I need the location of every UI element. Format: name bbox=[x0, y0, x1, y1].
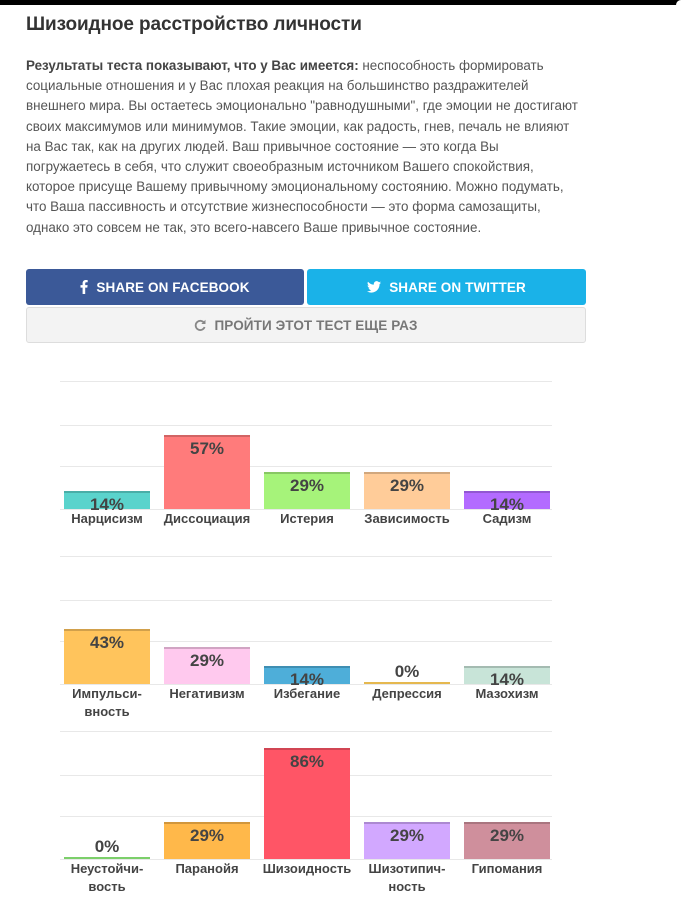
result-description bbox=[26, 56, 586, 238]
chart-gridline bbox=[60, 425, 552, 426]
chart-category-label: Зависимость bbox=[364, 511, 450, 526]
result-lead: Результаты теста показывают, что у Вас имеется: bbox=[26, 58, 359, 73]
chart-gridline bbox=[60, 556, 552, 557]
chart-category-label: Садизм bbox=[482, 511, 532, 526]
chart-value-label: 29% bbox=[189, 651, 225, 670]
page-title: Шизоидное расстройство личности bbox=[26, 14, 362, 35]
chart-value-label: 0% bbox=[94, 837, 120, 856]
chart-gridline bbox=[60, 466, 552, 467]
chart-category-label: Гипомания bbox=[471, 861, 543, 876]
chart-value-label: 57% bbox=[189, 439, 225, 458]
chart-gridline bbox=[60, 381, 552, 382]
chart-value-label: 14% bbox=[89, 495, 125, 514]
share-facebook-button[interactable] bbox=[26, 269, 304, 305]
chart-category-label: Негативизм bbox=[169, 686, 245, 701]
chart-category-label: Неустойчи- вость bbox=[70, 861, 144, 894]
retake-test-label: ПРОЙТИ ЭТОТ ТЕСТ ЕЩЕ РАЗ bbox=[214, 317, 418, 333]
chart-value-label: 29% bbox=[189, 826, 225, 845]
twitter-icon bbox=[367, 281, 381, 293]
chart-category-label: Шизоидность bbox=[262, 861, 352, 876]
chart-value-label: 43% bbox=[89, 633, 125, 652]
top-bar bbox=[0, 0, 686, 5]
share-twitter-label: SHARE ON TWITTER bbox=[389, 279, 526, 295]
result-body: неспособность формировать социальные отношения и у Вас плохая реакция на большинство раздражителей внешнего мира. Вы остаетесь эмоционально "равнодушными", где эмоции не достигают своих максимумов или минимумов. Такие эмоции, как радость, гнев, печаль не влияют на Вас так, как на других людей. Ваш привычное состояние — это когда Вы погружаетесь в себя, что служит своеобразным источником Вашего спокойствия, которое присуще Вашему привычному эмоциональному состоянию. Можно подумать, что Ваша пассивность и отсутствие жизнеспособности — это форма самозащиты, однако это совсем не так, это всего-навсего Ваше привычное состояние. bbox=[26, 58, 578, 235]
chart-category-label: Диссоциация bbox=[163, 511, 251, 526]
chart-value-label: 14% bbox=[489, 670, 525, 689]
chart-value-label: 29% bbox=[289, 476, 325, 495]
chart-gridline bbox=[60, 731, 552, 732]
share-facebook-label: SHARE ON FACEBOOK bbox=[96, 279, 250, 295]
chart-value-label: 86% bbox=[289, 752, 325, 771]
facebook-icon bbox=[80, 280, 88, 294]
chart-gridline bbox=[60, 600, 552, 601]
chart-value-label: 14% bbox=[489, 495, 525, 514]
chart-bar bbox=[64, 857, 150, 859]
chart-category-label: Нарцисизм bbox=[71, 511, 143, 526]
chart-category-label: Избегание bbox=[273, 686, 341, 701]
chart-value-label: 14% bbox=[289, 670, 325, 689]
chart-value-label: 0% bbox=[394, 662, 420, 681]
share-twitter-button[interactable] bbox=[307, 269, 586, 305]
chart-category-label: Депрессия bbox=[372, 686, 442, 701]
refresh-icon bbox=[194, 319, 206, 331]
chart-category-label: Паранойя bbox=[175, 861, 239, 876]
chart-category-label: Истерия bbox=[280, 511, 334, 526]
chart-category-label: Импульси- вность bbox=[72, 686, 142, 719]
chart-bar bbox=[364, 682, 450, 684]
chart-category-label: Мазохизм bbox=[475, 686, 539, 701]
chart-category-label: Шизотипич- ность bbox=[368, 861, 446, 894]
retake-test-button[interactable] bbox=[26, 307, 586, 343]
chart-value-label: 29% bbox=[389, 826, 425, 845]
chart-value-label: 29% bbox=[389, 476, 425, 495]
chart-value-label: 29% bbox=[489, 826, 525, 845]
